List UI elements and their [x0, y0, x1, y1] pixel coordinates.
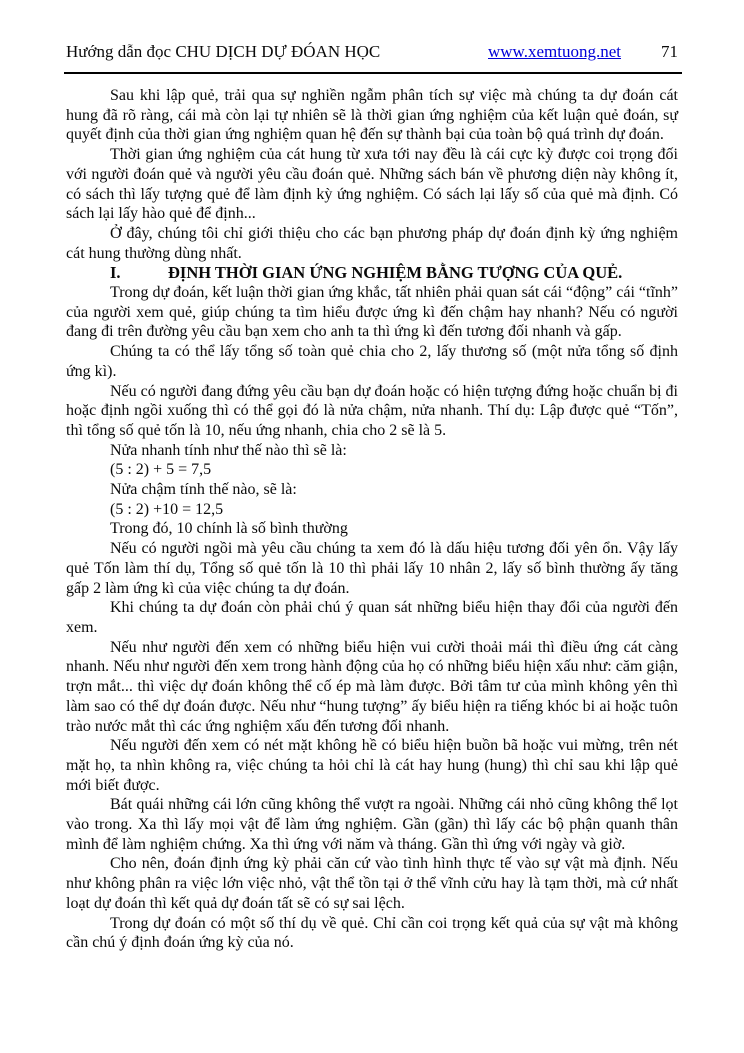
paragraph: Chúng ta có thể lấy tổng số toàn quẻ chia cho 2, lấy thương số (một nửa tổng số định ứng kì). — [66, 343, 678, 380]
paragraph: Nửa nhanh tính như thế nào thì sẽ là: — [110, 441, 347, 459]
paragraph: Nếu có người đang đứng yêu cầu bạn dự đoán hoặc có hiện tượng đứng hoặc chuẩn bị đi hoặc định ngồi xuống thì có thể gọi đó là nửa chậm, nửa nhanh. Thí dụ: Lập được quẻ “Tốn”, thì tổng số quẻ tốn là 10, nếu ứng nhanh, chia cho 2 sẽ là 5. — [66, 382, 678, 439]
section-heading-number: I. — [110, 263, 121, 283]
paragraph: Ở đây, chúng tôi chỉ giới thiệu cho các bạn phương pháp dự đoán định kỳ ứng nghiệm cát hung thường dùng nhất. — [66, 224, 678, 262]
header-link[interactable]: www.xemtuong.net — [488, 42, 621, 61]
paragraph: Nếu người đến xem có nét mặt không hề có biểu hiện buồn bã hoặc vui mừng, trên nét mặt họ, ta nhìn không ra, việc chúng ta hỏi chỉ là cát hay hung (hung) thì chỉ sau khi lập quẻ mới biết được. — [66, 737, 678, 794]
paragraph: Bát quái những cái lớn cũng không thể vượt ra ngoài. Những cái nhỏ cũng không thể lọt vào trong. Xa thì lấy mọi vật để làm ứng nghiệm. Gần (gần) thì lấy các bộ phận quanh thân mình để làm nghiệm chứng. Xa thì ứng với năm và tháng. Gần thì ứng với ngày và giờ. — [66, 796, 678, 853]
paragraph: Khi chúng ta dự đoán còn phải chú ý quan sát những biểu hiện thay đổi của người đến xem. — [66, 599, 678, 636]
header-divider — [64, 72, 682, 74]
header-title: Hướng dẫn đọc CHU DỊCH DỰ ĐÓAN HỌC — [66, 42, 381, 61]
page-header — [66, 42, 678, 62]
section-heading-text: ĐỊNH THỜI GIAN ỨNG NGHIỆM BẰNG TƯỢNG CỦA QUẺ. — [168, 263, 623, 283]
paragraph: Nửa chậm tính thế nào, sẽ là: — [110, 481, 297, 499]
paragraph: Nếu như người đến xem có những biểu hiện vui cười thoải mái thì điều ứng cát càng nhanh. Nếu như người đến xem trong hành động của họ có những biểu hiện xấu như: căm giận, trợn mắt... thì việc dự đoán không thể cố ép mà làm được. Bởi tâm tư của mình không yên thì làm sao có thể dự đoán được. Nếu như “hung tượng” ấy biểu hiện ra tiếng khóc bi ai hoặc tuôn trào nước mắt thì các ứng nghiệm xấu đến tương đối nhanh. — [66, 638, 678, 735]
paragraph: Thời gian ứng nghiệm của cát hung từ xưa tới nay đều là cái cực kỳ được coi trọng đối với người đoán quẻ và người yêu cầu đoán quẻ. Những sách bán về phương diện này không ít, có sách thì lấy tượng quẻ để làm định kỳ ứng nghiệm. Có sách lại lấy số của quẻ mà định. Có sách lại lấy hào quẻ để định... — [66, 146, 678, 223]
paragraph: Trong dự đoán có một số thí dụ về quẻ. Chỉ cần coi trọng kết quả của sự vật mà không cần chú ý định đoán ứng kỳ của nó. — [66, 914, 678, 952]
formula-line: (5 : 2) + 5 = 7,5 — [110, 461, 212, 479]
paragraph: Sau khi lập quẻ, trải qua sự nghiền ngẫm phân tích sự việc mà chúng ta dự đoán cát hung đã rõ ràng, cái mà còn lại tự nhiên sẽ là thời gian ứng nghiệm của kết luận quẻ đoán, sự quyết định của thời gian ứng nghiệm quan hệ đến sự thành bại của toàn bộ quá trình dự đoán. — [66, 87, 678, 144]
formula-line: (5 : 2) +10 = 12,5 — [110, 500, 224, 518]
paragraph: Nếu có người ngồi mà yêu cầu chúng ta xem đó là dấu hiệu tương đối yên ổn. Vậy lấy quẻ Tốn làm thí dụ, Tổng số quẻ tốn là 10 thì phải lấy 10 nhân 2, lấy số bình thường ấy tăng gấp 2 làm ứng kì của việc chúng ta dự đoán. — [66, 540, 678, 597]
section-heading — [66, 263, 678, 283]
paragraph: Trong đó, 10 chính là số bình thường — [110, 520, 348, 538]
paragraph: Cho nên, đoán định ứng kỳ phải căn cứ vào tình hình thực tế vào sự vật mà định. Nếu như không phân ra việc lớn việc nhỏ, vật thể tồn tại ở thể vĩnh cửu hay là tạm thời, mà cứ nhất loạt dự đoán thì kết quả dự đoán tất sẽ có sự sai lệch. — [66, 855, 678, 912]
paragraph: Trong dự đoán, kết luận thời gian ứng khắc, tất nhiên phải quan sát cái “động” cái “tĩnh” của người xem quẻ, giúp chúng ta tìm hiểu được ứng kì đến chậm hay nhanh? Nếu có người đang đi trên đường yêu cầu bạn xem cho anh ta thì ứng kì đến tương đối nhanh và gấp. — [66, 284, 678, 341]
page-body — [66, 86, 678, 953]
page-number: 71 — [661, 42, 678, 61]
